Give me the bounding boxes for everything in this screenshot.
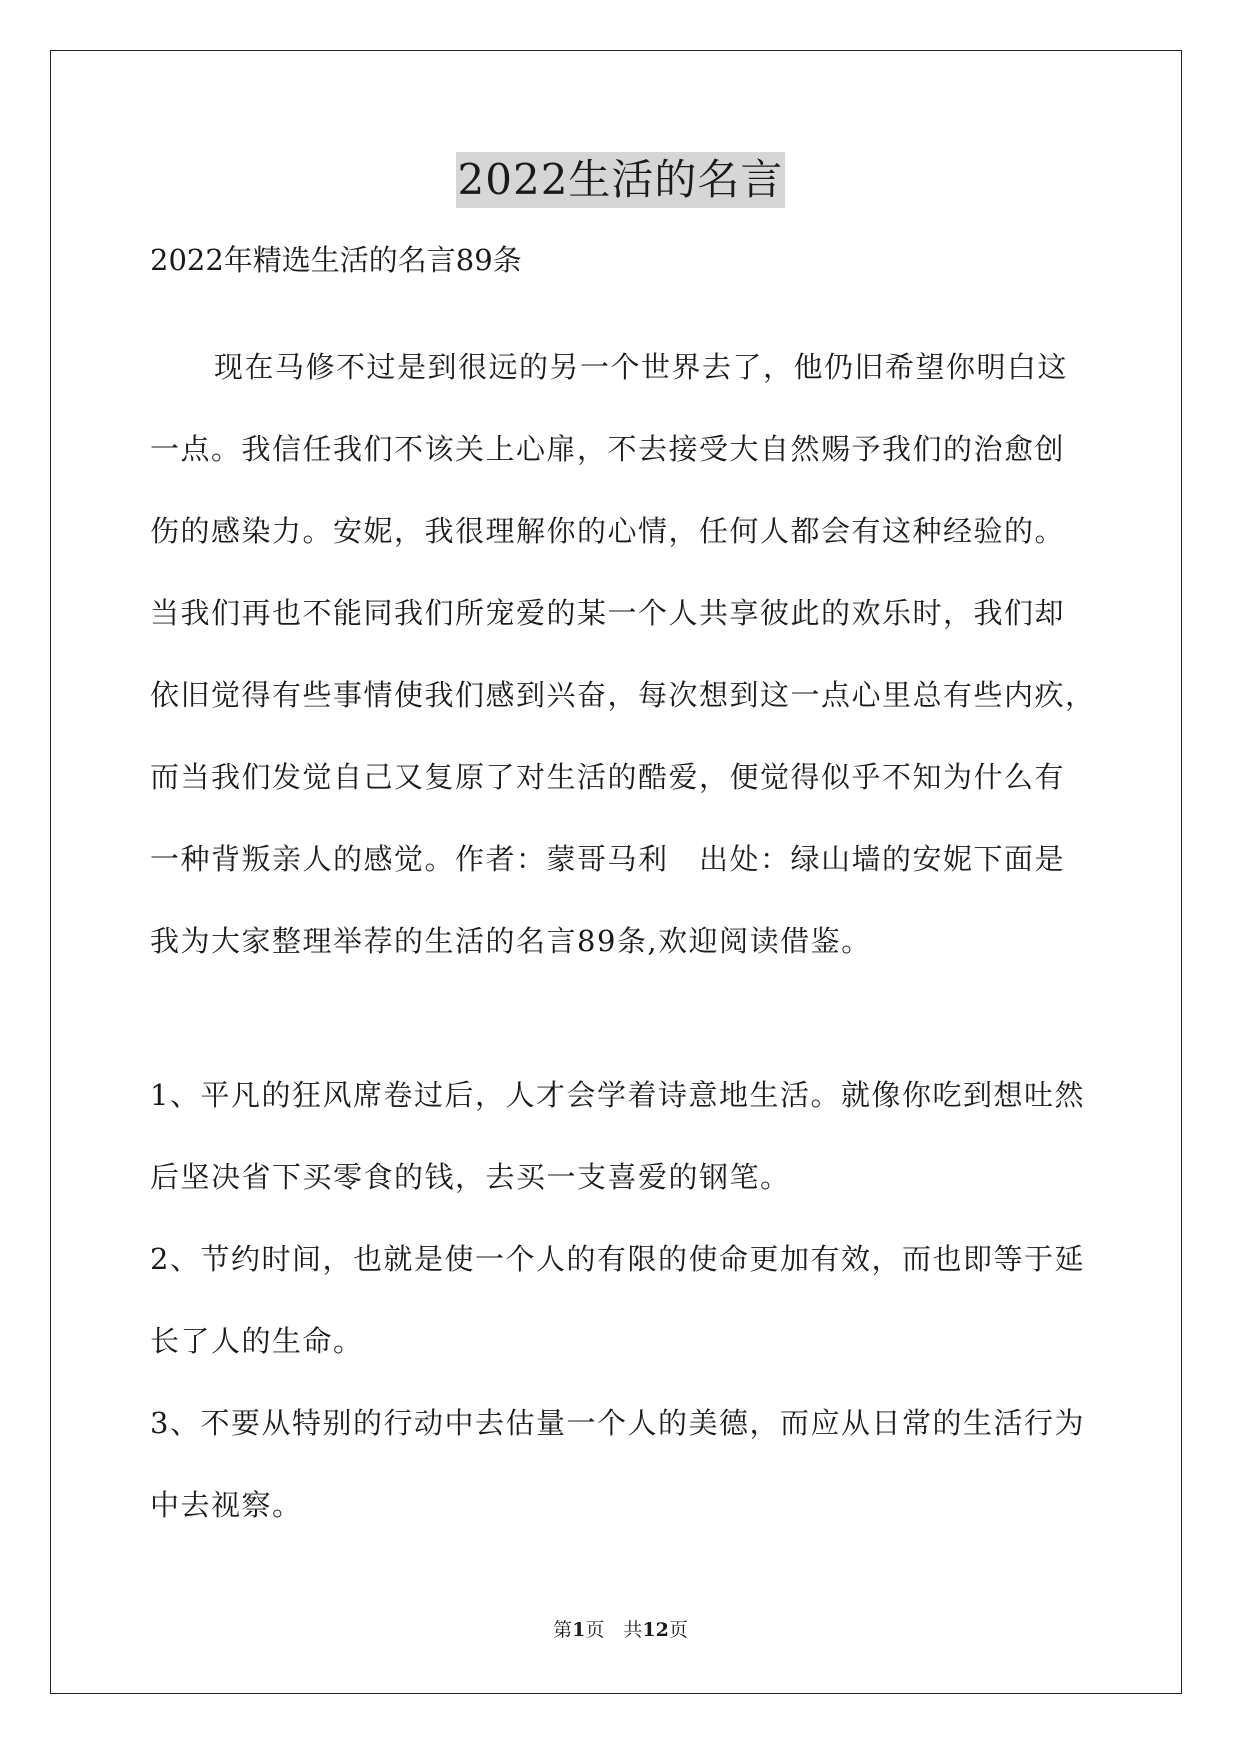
intro-line: 伤的感染力。安妮，我很理解你的心情，任何人都会有这种经验的。 [150, 514, 1066, 548]
quote-line: 3、不要从特别的行动中去估量一个人的美德，而应从日常的生活行为 [150, 1406, 1085, 1440]
intro-line: 而当我们发觉自己又复原了对生活的酷爱，便觉得似乎不知为什么有 [150, 760, 1066, 794]
intro-line: 现在马修不过是到很远的另一个世界去了，他仍旧希望你明白这 [214, 350, 1069, 384]
quote-line: 中去视察。 [150, 1488, 303, 1522]
document-subtitle: 2022年精选生活的名言89条 [150, 243, 522, 277]
document-title: 2022生活的名言 [456, 152, 786, 208]
quote-line: 2、节约时间，也就是使一个人的有限的使命更加有效，而也即等于延 [150, 1242, 1085, 1276]
intro-line: 依旧觉得有些事情使我们感到兴奋，每次想到这一点心里总有些内疚， [150, 678, 1096, 712]
quote-list [150, 1075, 1090, 1567]
footer-prefix: 第 [553, 1619, 573, 1641]
footer-suffix: 页 [668, 1619, 688, 1641]
intro-line: 我为大家整理举荐的生活的名言89条,欢迎阅读借鉴。 [150, 924, 872, 958]
intro-paragraph [150, 347, 1096, 1003]
quote-line: 后坚决省下买零食的钱，去买一支喜爱的钢笔。 [150, 1160, 791, 1194]
intro-line: 当我们再也不能同我们所宠爱的某一个人共享彼此的欢乐时，我们却 [150, 596, 1066, 630]
intro-line: 一种背叛亲人的感觉。作者：蒙哥马利 出处：绿山墙的安妮下面是 [150, 842, 1066, 876]
page-footer [0, 1618, 1241, 1642]
quote-line: 长了人的生命。 [150, 1324, 364, 1358]
intro-line: 一点。我信任我们不该关上心扉，不去接受大自然赐予我们的治愈创 [150, 432, 1066, 466]
current-page-number: 1 [572, 1619, 586, 1641]
footer-mid: 页 共 [585, 1619, 643, 1641]
title-container [0, 152, 1241, 208]
quote-line: 1、平凡的狂风席卷过后，人才会学着诗意地生活。就像你吃到想吐然 [150, 1078, 1085, 1112]
total-pages-number: 12 [642, 1619, 669, 1641]
